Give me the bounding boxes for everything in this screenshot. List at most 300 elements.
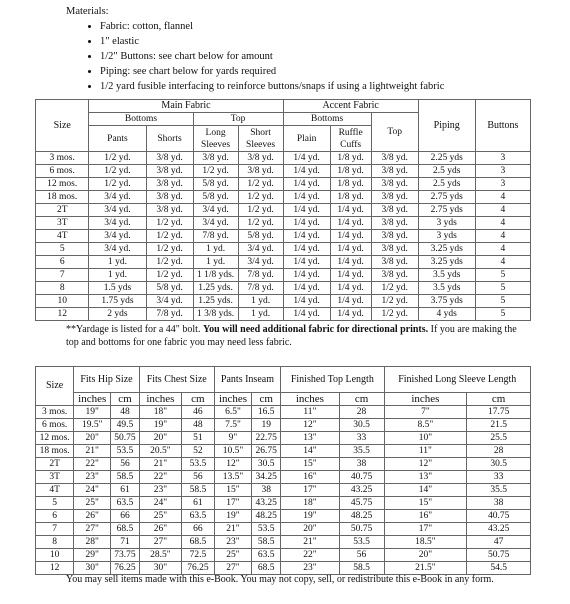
piping-header: Piping	[418, 100, 475, 152]
table-cell: 3/4 yd.	[89, 217, 146, 230]
footer-note: You may sell items made with this e-Book. You may not copy, sell, or redistribute this e-Book in any form.	[66, 574, 494, 585]
table-cell: 15"	[384, 497, 467, 510]
table-cell: 12 mos.	[36, 178, 89, 191]
table-cell: 1/4 yd.	[330, 243, 371, 256]
table-cell: 26"	[74, 510, 111, 523]
note-bold: You will need additional fabric for directional prints.	[202, 324, 429, 335]
table-cell: 11"	[281, 406, 339, 419]
materials-item: • 1/2" Buttons: see chart below for amount	[100, 49, 444, 64]
table-cell: 22"	[281, 549, 339, 562]
table-cell: 49.5	[111, 419, 139, 432]
table-cell: 1/8 yd.	[330, 191, 371, 204]
table-row	[36, 152, 531, 165]
table-cell: 48	[182, 419, 215, 432]
main-fabric-header: Main Fabric	[89, 100, 283, 113]
table-cell: 3/4 yd.	[146, 295, 193, 308]
table-cell: 5/8 yd.	[193, 191, 238, 204]
table-cell: 3.25 yds	[418, 243, 475, 256]
table-cell: 20.5"	[139, 445, 181, 458]
table-cell: 15"	[214, 484, 252, 497]
table-cell: 1/2 yd.	[371, 295, 418, 308]
table-cell: 63.5	[111, 497, 139, 510]
sleeve-length-header: Finished Long Sleeve Length	[384, 367, 531, 393]
table-cell: 1/4 yd.	[283, 243, 330, 256]
size-header: Size	[36, 100, 89, 152]
table-cell: 1/4 yd.	[283, 308, 330, 321]
yardage-rows	[36, 152, 531, 321]
table-cell: 10.5"	[214, 445, 252, 458]
table-cell: 1.75 yds	[89, 295, 146, 308]
table-cell: 2.25 yds	[418, 152, 475, 165]
table-cell: 10"	[384, 432, 467, 445]
table-cell: 58.5	[111, 471, 139, 484]
cm-header: cm	[339, 393, 384, 406]
table-cell: 1/4 yd.	[283, 295, 330, 308]
table-cell: 12"	[384, 458, 467, 471]
table-cell: 1/8 yd.	[330, 178, 371, 191]
table-cell: 1/4 yd.	[330, 308, 371, 321]
table-cell: 5	[475, 269, 530, 282]
table-cell: 11"	[384, 445, 467, 458]
table-cell: 40.75	[339, 471, 384, 484]
table-cell: 28.5"	[139, 549, 181, 562]
table-cell: 21.5"	[384, 562, 467, 575]
table-cell: 3/8 yd.	[371, 178, 418, 191]
yardage-table	[35, 99, 531, 321]
table-cell: 8	[36, 282, 89, 295]
table-cell: 1/2 yd.	[146, 243, 193, 256]
table-cell: 5	[36, 497, 74, 510]
table-cell: 23"	[281, 562, 339, 575]
table-cell: 47	[467, 536, 531, 549]
table-cell: 3.5 yds	[418, 282, 475, 295]
table-row	[36, 178, 531, 191]
table-cell: 3/8 yd.	[146, 204, 193, 217]
table-cell: 48	[111, 406, 139, 419]
table-cell: 2.75 yds	[418, 204, 475, 217]
table-cell: 53.5	[111, 445, 139, 458]
table-cell: 6	[36, 256, 89, 269]
yardage-note	[66, 323, 526, 349]
table-cell: 58.5	[252, 536, 281, 549]
table-row	[36, 497, 531, 510]
table-cell: 76.25	[111, 562, 139, 575]
table-cell: 7/8 yd.	[193, 230, 238, 243]
table-cell: 25"	[139, 510, 181, 523]
table-cell: 3	[475, 165, 530, 178]
table-cell: 1/2 yd.	[89, 152, 146, 165]
table-cell: 1/4 yd.	[330, 217, 371, 230]
table-cell: 24"	[139, 497, 181, 510]
table-cell: 1/4 yd.	[283, 165, 330, 178]
table-row	[36, 549, 531, 562]
table-row	[36, 510, 531, 523]
pants-header: Pants	[89, 126, 146, 152]
table-cell: 1/2 yd.	[238, 217, 283, 230]
table-cell: 28"	[74, 536, 111, 549]
accent-top-header: Top	[371, 113, 418, 152]
table-cell: 17.75	[467, 406, 531, 419]
table-cell: 50.75	[339, 523, 384, 536]
note-rest: If you are making the top and bottoms for one fabric you may need less fabric.	[66, 324, 517, 348]
table-cell: 53.5	[182, 458, 215, 471]
table-cell: 30.5	[339, 419, 384, 432]
table-cell: 26"	[139, 523, 181, 536]
table-cell: 14"	[384, 484, 467, 497]
table-cell: 72.5	[182, 549, 215, 562]
table-cell: 18 mos.	[36, 445, 74, 458]
table-cell: 1/2 yd.	[146, 256, 193, 269]
table-cell: 15"	[281, 458, 339, 471]
table-cell: 1/4 yd.	[330, 295, 371, 308]
table-cell: 4	[475, 204, 530, 217]
table-cell: 2 yds	[89, 308, 146, 321]
table-cell: 19"	[139, 419, 181, 432]
table-cell: 3/8 yd.	[193, 152, 238, 165]
table-cell: 68.5	[111, 523, 139, 536]
table-cell: 56	[182, 471, 215, 484]
table-cell: 12	[36, 562, 74, 575]
table-cell: 27"	[139, 536, 181, 549]
table-cell: 56	[111, 458, 139, 471]
plain-header: Plain	[283, 126, 330, 152]
table-cell: 3/4 yd.	[89, 204, 146, 217]
table-cell: 18.5"	[384, 536, 467, 549]
table-cell: 1/4 yd.	[330, 204, 371, 217]
table-cell: 16"	[384, 510, 467, 523]
table-cell: 68.5	[252, 562, 281, 575]
table-cell: 1/2 yd.	[89, 165, 146, 178]
table-cell: 12 mos.	[36, 432, 74, 445]
inches-header: inches	[281, 393, 339, 406]
table-cell: 12"	[214, 458, 252, 471]
cm-header: cm	[182, 393, 215, 406]
table-cell: 4	[475, 256, 530, 269]
top-length-header: Finished Top Length	[281, 367, 384, 393]
table-cell: 1/2 yd.	[371, 308, 418, 321]
table-cell: 3/4 yd.	[89, 191, 146, 204]
table-cell: 19	[252, 419, 281, 432]
table-cell: 4	[475, 191, 530, 204]
table-cell: 33	[339, 432, 384, 445]
table-cell: 3/8 yd.	[371, 243, 418, 256]
inches-header: inches	[384, 393, 467, 406]
table-cell: 7"	[384, 406, 467, 419]
note-plain: **Yardage is listed for a 44" bolt.	[66, 324, 203, 335]
table-cell: 3/8 yd.	[371, 204, 418, 217]
table-cell: 1/2 yd.	[238, 191, 283, 204]
table-cell: 52	[182, 445, 215, 458]
table-row	[36, 536, 531, 549]
materials-item: • 1/2 yard fusible interfacing to reinforce buttons/snaps if using a lightweight fabric	[100, 79, 444, 94]
table-row	[36, 165, 531, 178]
materials-item: • Fabric: cotton, flannel	[100, 19, 444, 34]
table-cell: 43.25	[252, 497, 281, 510]
table-cell: 4T	[36, 484, 74, 497]
cm-header: cm	[467, 393, 531, 406]
table-cell: 3/4 yd.	[238, 256, 283, 269]
table-cell: 17"	[281, 484, 339, 497]
table-cell: 3/8 yd.	[371, 256, 418, 269]
table-cell: 1/4 yd.	[283, 217, 330, 230]
table-cell: 17"	[384, 523, 467, 536]
table-row	[36, 295, 531, 308]
table-cell: 76.25	[182, 562, 215, 575]
table-cell: 21"	[74, 445, 111, 458]
table-cell: 5	[36, 243, 89, 256]
main-bottoms-header: Bottoms	[89, 113, 193, 126]
table-cell: 1 yd.	[89, 269, 146, 282]
table-cell: 46	[182, 406, 215, 419]
table-cell: 1.25 yds.	[193, 295, 238, 308]
main-top-header: Top	[193, 113, 283, 126]
table-cell: 20"	[139, 432, 181, 445]
table-row	[36, 432, 531, 445]
table-cell: 8	[36, 536, 74, 549]
table-cell: 7.5"	[214, 419, 252, 432]
table-cell: 5	[475, 295, 530, 308]
table-cell: 71	[111, 536, 139, 549]
table-cell: 3/8 yd.	[238, 165, 283, 178]
table-cell: 5	[475, 308, 530, 321]
table-cell: 4T	[36, 230, 89, 243]
table-cell: 1.25 yds.	[193, 282, 238, 295]
materials-list	[66, 19, 444, 94]
table-cell: 3 mos.	[36, 152, 89, 165]
table-cell: 25"	[214, 549, 252, 562]
cm-header: cm	[252, 393, 281, 406]
table-cell: 1 yd.	[238, 308, 283, 321]
table-cell: 3/8 yd.	[371, 269, 418, 282]
hip-header: Fits Hip Size	[74, 367, 139, 393]
inches-header: inches	[139, 393, 181, 406]
table-cell: 22.75	[252, 432, 281, 445]
table-cell: 1/4 yd.	[283, 256, 330, 269]
table-cell: 17"	[214, 497, 252, 510]
table-row	[36, 191, 531, 204]
table-cell: 2T	[36, 458, 74, 471]
table-cell: 1/4 yd.	[330, 282, 371, 295]
table-cell: 1 3/8 yds.	[193, 308, 238, 321]
table-cell: 3/4 yd.	[238, 243, 283, 256]
table-cell: 30"	[74, 562, 111, 575]
table-cell: 3.75 yds	[418, 295, 475, 308]
table-cell: 61	[111, 484, 139, 497]
table-cell: 3/8 yd.	[146, 191, 193, 204]
table-cell: 20"	[74, 432, 111, 445]
table-row	[36, 230, 531, 243]
table-cell: 4	[475, 217, 530, 230]
table-row	[36, 406, 531, 419]
table-cell: 4 yds	[418, 308, 475, 321]
table-cell: 63.5	[182, 510, 215, 523]
table-row	[36, 204, 531, 217]
table-cell: 21"	[139, 458, 181, 471]
table-cell: 20"	[384, 549, 467, 562]
table-cell: 1/2 yd.	[238, 178, 283, 191]
table-cell: 38	[339, 458, 384, 471]
table-cell: 1/4 yd.	[283, 282, 330, 295]
table-cell: 3T	[36, 471, 74, 484]
table-cell: 16"	[281, 471, 339, 484]
materials-item: • Piping: see chart below for yards required	[100, 64, 444, 79]
table-row	[36, 523, 531, 536]
table-cell: 14"	[281, 445, 339, 458]
table-cell: 28	[467, 445, 531, 458]
table-cell: 1.5 yds	[89, 282, 146, 295]
table-cell: 19"	[214, 510, 252, 523]
table-cell: 1/4 yd.	[283, 269, 330, 282]
table-cell: 1/4 yd.	[283, 230, 330, 243]
table-row	[36, 419, 531, 432]
cm-header: cm	[111, 393, 139, 406]
table-row	[36, 471, 531, 484]
table-cell: 3/8 yd.	[146, 178, 193, 191]
table-cell: 3/4 yd.	[89, 243, 146, 256]
table-cell: 18 mos.	[36, 191, 89, 204]
table-cell: 50.75	[111, 432, 139, 445]
table-cell: 1/4 yd.	[330, 230, 371, 243]
inches-header: inches	[74, 393, 111, 406]
table-cell: 7	[36, 523, 74, 536]
table-row	[36, 484, 531, 497]
table-cell: 24"	[74, 484, 111, 497]
table-cell: 3.25 yds	[418, 256, 475, 269]
table-cell: 30.5	[467, 458, 531, 471]
table-cell: 21.5	[467, 419, 531, 432]
chest-header: Fits Chest Size	[139, 367, 214, 393]
table-cell: 10	[36, 295, 89, 308]
table-cell: 2.75 yds	[418, 191, 475, 204]
table-cell: 6 mos.	[36, 419, 74, 432]
table-cell: 40.75	[467, 510, 531, 523]
table-cell: 58.5	[339, 562, 384, 575]
table-cell: 1/2 yd.	[238, 204, 283, 217]
table-row	[36, 445, 531, 458]
table-cell: 66	[111, 510, 139, 523]
table-cell: 3 yds	[418, 217, 475, 230]
table-row	[36, 217, 531, 230]
ruffle-cuffs-header: Ruffle Cuffs	[330, 126, 371, 152]
table-cell: 3/8 yd.	[146, 152, 193, 165]
long-sleeves-header: Long Sleeves	[193, 126, 238, 152]
table-cell: 7/8 yd.	[146, 308, 193, 321]
table-cell: 1/2 yd.	[371, 282, 418, 295]
table-cell: 13"	[281, 432, 339, 445]
table-row	[36, 243, 531, 256]
table-cell: 3/8 yd.	[371, 230, 418, 243]
short-sleeves-header: Short Sleeves	[238, 126, 283, 152]
table-cell: 1/8 yd.	[330, 165, 371, 178]
table-cell: 27"	[74, 523, 111, 536]
table-cell: 16.5	[252, 406, 281, 419]
table-cell: 3	[475, 152, 530, 165]
table-cell: 1/2 yd.	[193, 165, 238, 178]
table-cell: 25.5	[467, 432, 531, 445]
table-cell: 50.75	[467, 549, 531, 562]
table-cell: 1/8 yd.	[330, 152, 371, 165]
table-cell: 1/4 yd.	[283, 178, 330, 191]
table-row	[36, 269, 531, 282]
table-cell: 54.5	[467, 562, 531, 575]
table-cell: 45.75	[339, 497, 384, 510]
table-cell: 1 yd.	[89, 256, 146, 269]
table-cell: 4	[475, 243, 530, 256]
table-row	[36, 458, 531, 471]
buttons-header: Buttons	[475, 100, 530, 152]
table-cell: 20"	[281, 523, 339, 536]
table-cell: 1/2 yd.	[146, 217, 193, 230]
table-cell: 2.5 yds	[418, 178, 475, 191]
materials-item: • 1" elastic	[100, 34, 444, 49]
table-cell: 3 mos.	[36, 406, 74, 419]
table-cell: 3	[475, 178, 530, 191]
table-cell: 21"	[281, 536, 339, 549]
inches-header: inches	[214, 393, 252, 406]
table-cell: 1 yd.	[193, 243, 238, 256]
table-cell: 29"	[74, 549, 111, 562]
table-row	[36, 308, 531, 321]
table-cell: 23"	[139, 484, 181, 497]
table-cell: 3/8 yd.	[371, 217, 418, 230]
table-cell: 4	[475, 230, 530, 243]
table-cell: 5/8 yd.	[193, 178, 238, 191]
table-cell: 23"	[74, 471, 111, 484]
table-cell: 43.25	[467, 523, 531, 536]
table-cell: 35.5	[339, 445, 384, 458]
table-cell: 18"	[281, 497, 339, 510]
table-cell: 61	[182, 497, 215, 510]
materials-heading: Materials:	[66, 6, 109, 17]
table-cell: 1/4 yd.	[283, 152, 330, 165]
table-cell: 30"	[139, 562, 181, 575]
table-cell: 66	[182, 523, 215, 536]
table-cell: 22"	[139, 471, 181, 484]
table-cell: 1/2 yd.	[146, 269, 193, 282]
table-cell: 73.75	[111, 549, 139, 562]
unit-row	[36, 393, 531, 406]
table-cell: 1 yd.	[193, 256, 238, 269]
table-cell: 19.5"	[74, 419, 111, 432]
table-cell: 1/2 yd.	[146, 230, 193, 243]
table-cell: 3.5 yds	[418, 269, 475, 282]
table-cell: 28	[339, 406, 384, 419]
table-cell: 5	[475, 282, 530, 295]
table-cell: 25"	[74, 497, 111, 510]
accent-bottoms-header: Bottoms	[283, 113, 371, 126]
table-cell: 51	[182, 432, 215, 445]
table-cell: 7	[36, 269, 89, 282]
table-cell: 3/8 yd.	[371, 152, 418, 165]
table-cell: 23"	[214, 536, 252, 549]
table-cell: 19"	[74, 406, 111, 419]
table-cell: 63.5	[252, 549, 281, 562]
accent-fabric-header: Accent Fabric	[283, 100, 418, 113]
table-cell: 3/8 yd.	[371, 191, 418, 204]
table-cell: 1 1/8 yds.	[193, 269, 238, 282]
size-header-2: Size	[36, 367, 74, 406]
table-cell: 33	[467, 471, 531, 484]
table-cell: 22"	[74, 458, 111, 471]
table-cell: 3/4 yd.	[193, 217, 238, 230]
table-cell: 12"	[281, 419, 339, 432]
table-cell: 3T	[36, 217, 89, 230]
table-cell: 10	[36, 549, 74, 562]
table-cell: 6	[36, 510, 74, 523]
shorts-header: Shorts	[146, 126, 193, 152]
table-cell: 3/4 yd.	[193, 204, 238, 217]
table-cell: 13.5"	[214, 471, 252, 484]
